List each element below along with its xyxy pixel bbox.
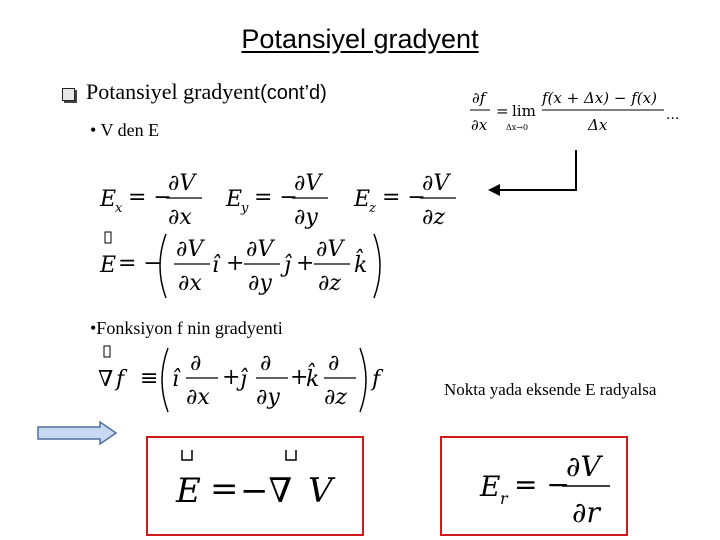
svg-text:Δx: Δx bbox=[588, 116, 608, 134]
svg-text:y: y bbox=[241, 201, 249, 216]
svg-text:∂x: ∂x bbox=[178, 271, 202, 296]
svg-text:k̂: k̂ bbox=[354, 253, 368, 278]
svg-text:Δx→0: Δx→0 bbox=[506, 123, 529, 132]
checkbox-bullet-icon bbox=[62, 88, 75, 101]
svg-text:∂: ∂ bbox=[260, 351, 272, 376]
slide-title: Potansiyel gradyent bbox=[241, 24, 479, 54]
svg-text:∂V: ∂V bbox=[168, 171, 196, 196]
svg-text:V: V bbox=[308, 471, 333, 511]
svg-text:f(x + Δx) − f(x): f(x + Δx) − f(x) bbox=[542, 89, 657, 107]
svg-text:−∇: −∇ bbox=[240, 471, 293, 511]
svg-text:∂z: ∂z bbox=[318, 271, 341, 296]
svg-text:=: = bbox=[210, 469, 239, 509]
svg-text:∂y: ∂y bbox=[294, 205, 318, 230]
svg-text:E: E bbox=[100, 253, 117, 278]
svg-text:∂V: ∂V bbox=[176, 237, 204, 262]
svg-text:∂V: ∂V bbox=[422, 171, 450, 196]
svg-text:=: = bbox=[496, 102, 509, 120]
bullet-gradient-of-f: •Fonksiyon f nin gradyenti bbox=[90, 318, 283, 338]
heading-text: Potansiyel gradyent bbox=[86, 79, 261, 104]
svg-text:lim: lim bbox=[512, 102, 536, 120]
svg-text:+: + bbox=[226, 251, 245, 276]
svg-text:r: r bbox=[500, 489, 508, 508]
svg-text:+: + bbox=[296, 251, 315, 276]
svg-text:k̂: k̂ bbox=[306, 367, 320, 392]
svg-text:∂: ∂ bbox=[328, 351, 340, 376]
svg-text:= −: = − bbox=[128, 185, 172, 210]
svg-text:∂y: ∂y bbox=[256, 385, 280, 410]
bullet-v-to-e: • V den E bbox=[90, 120, 160, 140]
svg-text:E: E bbox=[480, 470, 501, 503]
svg-text:E: E bbox=[176, 471, 201, 511]
svg-text:∂y: ∂y bbox=[248, 271, 272, 296]
svg-text:∂r: ∂r bbox=[572, 496, 600, 529]
electric-field-vector-formula bbox=[98, 228, 398, 304]
radial-field-formula bbox=[442, 438, 626, 534]
svg-text:ĵ: ĵ bbox=[284, 253, 291, 278]
svg-text:î: î bbox=[172, 367, 180, 392]
svg-text:...: ... bbox=[666, 107, 680, 123]
svg-text:∂z: ∂z bbox=[422, 205, 445, 230]
svg-text:+: + bbox=[222, 365, 241, 390]
svg-text:∂V: ∂V bbox=[294, 171, 322, 196]
radial-field-note: Nokta yada eksende E radyalsa bbox=[444, 380, 657, 399]
section-heading bbox=[86, 79, 327, 105]
svg-text:∂x: ∂x bbox=[471, 116, 488, 134]
svg-text:= −: = − bbox=[382, 185, 426, 210]
svg-text:ĵ: ĵ bbox=[240, 367, 247, 392]
svg-text:z: z bbox=[369, 201, 376, 216]
svg-text:f: f bbox=[116, 367, 125, 392]
svg-text:≡: ≡ bbox=[140, 366, 159, 391]
svg-text:∂z: ∂z bbox=[324, 385, 347, 410]
svg-text:E: E bbox=[226, 187, 243, 212]
svg-text:f: f bbox=[372, 367, 381, 392]
svg-text:∂V: ∂V bbox=[246, 237, 274, 262]
svg-text:E: E bbox=[100, 187, 117, 212]
svg-text:∇: ∇ bbox=[98, 367, 114, 392]
svg-text:î: î bbox=[212, 253, 220, 278]
left-arrow-icon bbox=[480, 145, 590, 205]
svg-text:∂V: ∂V bbox=[316, 237, 344, 262]
svg-text:∂f: ∂f bbox=[472, 89, 486, 107]
gradient-definition-formula bbox=[98, 344, 388, 416]
radial-field-result-box bbox=[440, 436, 628, 536]
svg-text:= −: = − bbox=[254, 185, 298, 210]
svg-text:∂x: ∂x bbox=[186, 385, 210, 410]
svg-text:= −: = − bbox=[514, 468, 570, 501]
e-equals-minus-grad-v-formula bbox=[148, 438, 362, 534]
svg-text:∂: ∂ bbox=[190, 351, 202, 376]
heading-suffix: (cont’d) bbox=[260, 82, 327, 104]
svg-text:= −: = − bbox=[118, 251, 162, 276]
right-arrow-icon bbox=[36, 420, 120, 446]
svg-text:∂V: ∂V bbox=[566, 450, 601, 483]
electric-field-components-formula bbox=[98, 162, 468, 232]
svg-text:E: E bbox=[354, 187, 371, 212]
svg-text:+: + bbox=[290, 365, 309, 390]
derivative-definition-formula bbox=[466, 86, 688, 142]
svg-text:∂x: ∂x bbox=[168, 205, 192, 230]
gradient-result-box bbox=[146, 436, 364, 536]
svg-text:x: x bbox=[115, 201, 123, 216]
